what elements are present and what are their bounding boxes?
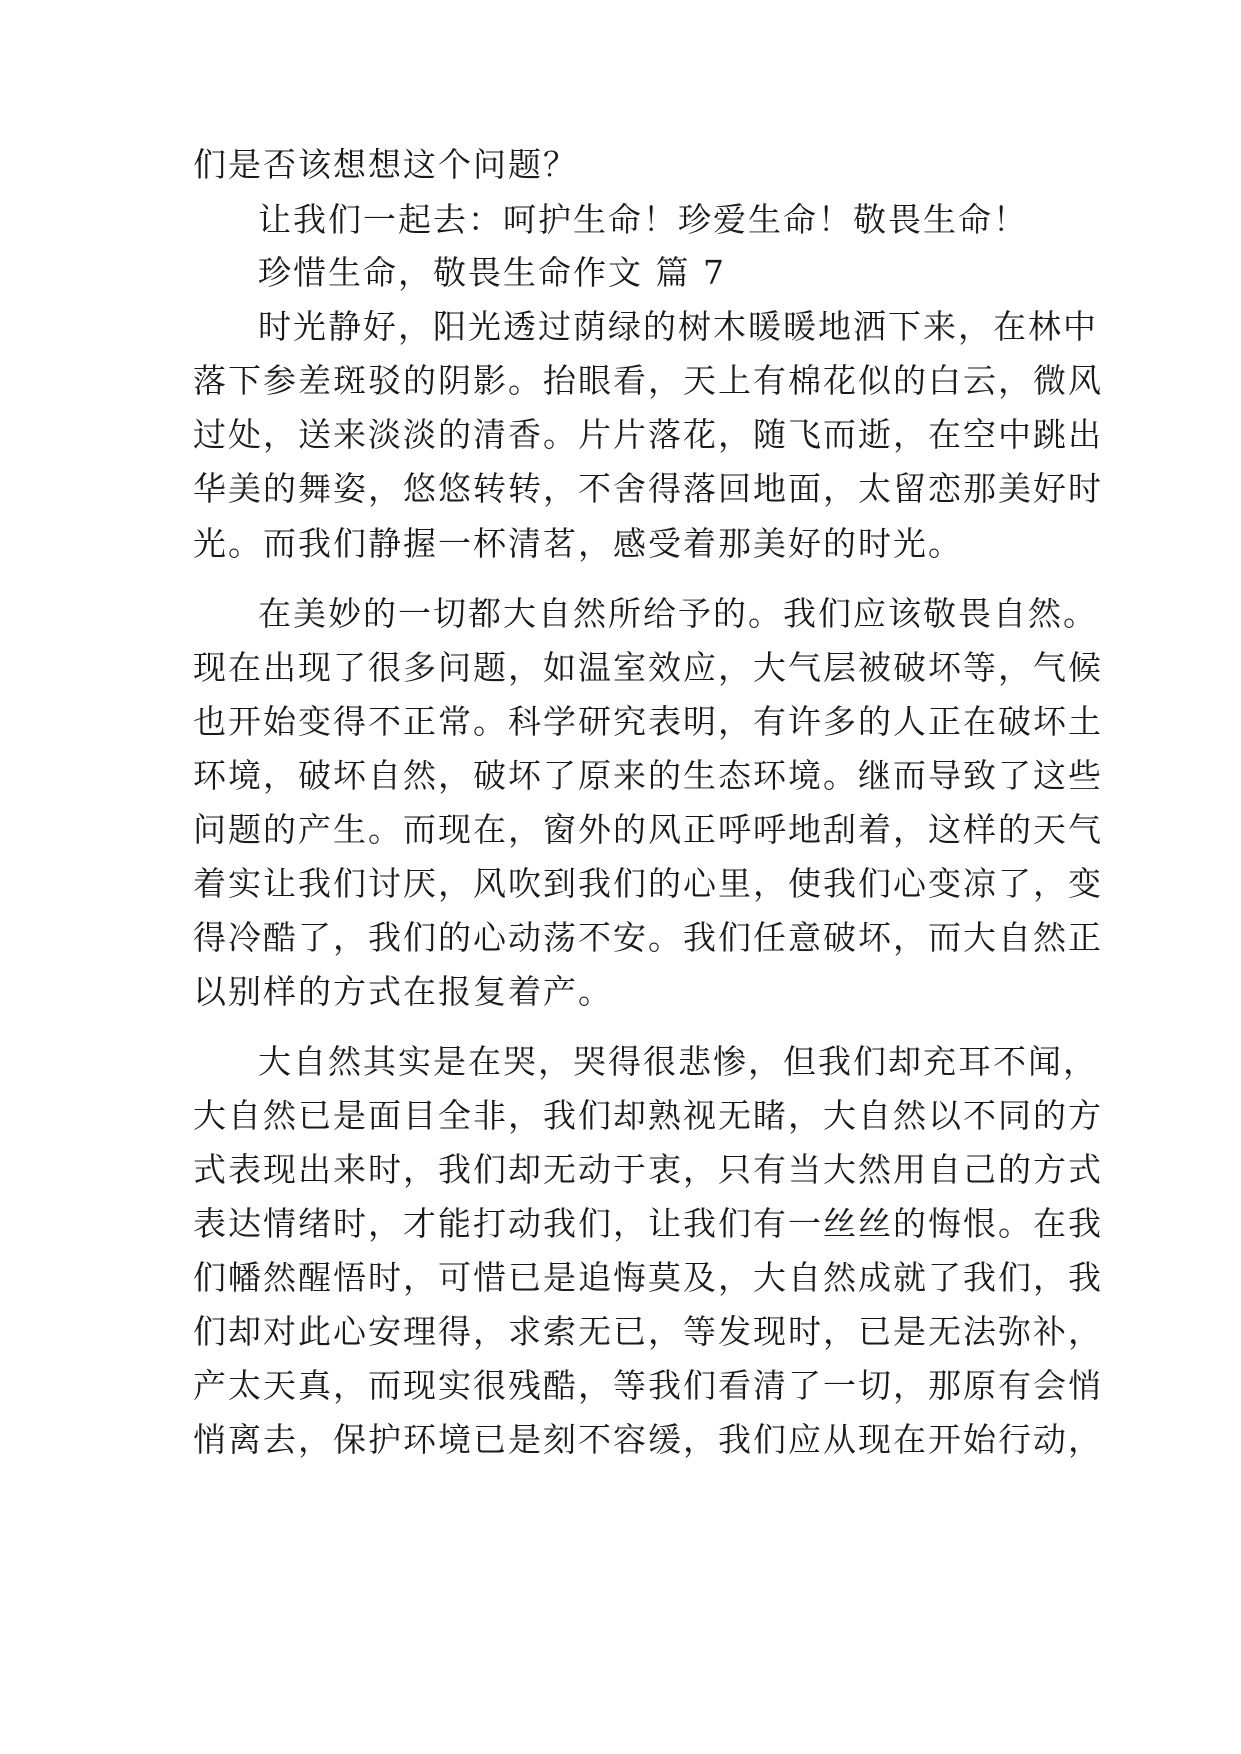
text-line: 悄离去，保护环境已是刻不容缓，我们应从现在开始行动，: [193, 1420, 1103, 1459]
text-line: 问题的产生。而现在，窗外的风正呼呼地刮着，这样的天气: [193, 810, 1103, 849]
text-line: 以别样的方式在报复着产。: [193, 972, 613, 1011]
text-line: 大自然已是面目全非，我们却熟视无睹，大自然以不同的方: [193, 1096, 1103, 1135]
text-line: 表达情绪时，才能打动我们，让我们有一丝丝的悔恨。在我: [193, 1204, 1103, 1243]
text-line: 着实让我们讨厌，风吹到我们的心里，使我们心变凉了，变: [193, 864, 1103, 903]
text-line: 时光静好，阳光透过荫绿的树木暖暖地洒下来，在林中: [258, 307, 1098, 346]
text-line: 过处，送来淡淡的清香。片片落花，随飞而逝，在空中跳出: [193, 415, 1103, 454]
text-line: 产太天真，而现实很残酷，等我们看清了一切，那原有会悄: [193, 1366, 1103, 1405]
text-line: 光。而我们静握一杯清茗，感受着那美好的时光。: [193, 524, 963, 563]
text-line: 在美妙的一切都大自然所给予的。我们应该敬畏自然。: [258, 594, 1098, 633]
text-line: 环境，破坏自然，破坏了原来的生态环境。继而导致了这些: [193, 756, 1103, 795]
text-line: 们却对此心安理得，求索无已，等发现时，已是无法弥补，: [193, 1312, 1103, 1351]
text-line: 得冷酷了，我们的心动荡不安。我们任意破坏，而大自然正: [193, 918, 1103, 957]
text-line: 式表现出来时，我们却无动于衷，只有当大然用自己的方式: [193, 1150, 1103, 1189]
text-line: 华美的舞姿，悠悠转转，不舍得落回地面，太留恋那美好时: [193, 469, 1103, 508]
text-line: 也开始变得不正常。科学研究表明，有许多的人正在破坏土: [193, 702, 1103, 741]
text-line: 让我们一起去：呵护生命！珍爱生命！敬畏生命！: [258, 200, 1028, 239]
text-line: 们是否该想想这个问题？: [193, 145, 578, 184]
text-line: 们幡然醒悟时，可惜已是追悔莫及，大自然成就了我们，我: [193, 1258, 1103, 1297]
text-line: 落下参差斑驳的阴影。抬眼看，天上有棉花似的白云，微风: [193, 361, 1103, 400]
text-line: 大自然其实是在哭，哭得很悲惨，但我们却充耳不闻，: [258, 1042, 1098, 1081]
text-line: 现在出现了很多问题，如温室效应，大气层被破坏等，气候: [193, 648, 1103, 687]
section-heading: 珍惜生命，敬畏生命作文 篇 7: [258, 253, 726, 292]
